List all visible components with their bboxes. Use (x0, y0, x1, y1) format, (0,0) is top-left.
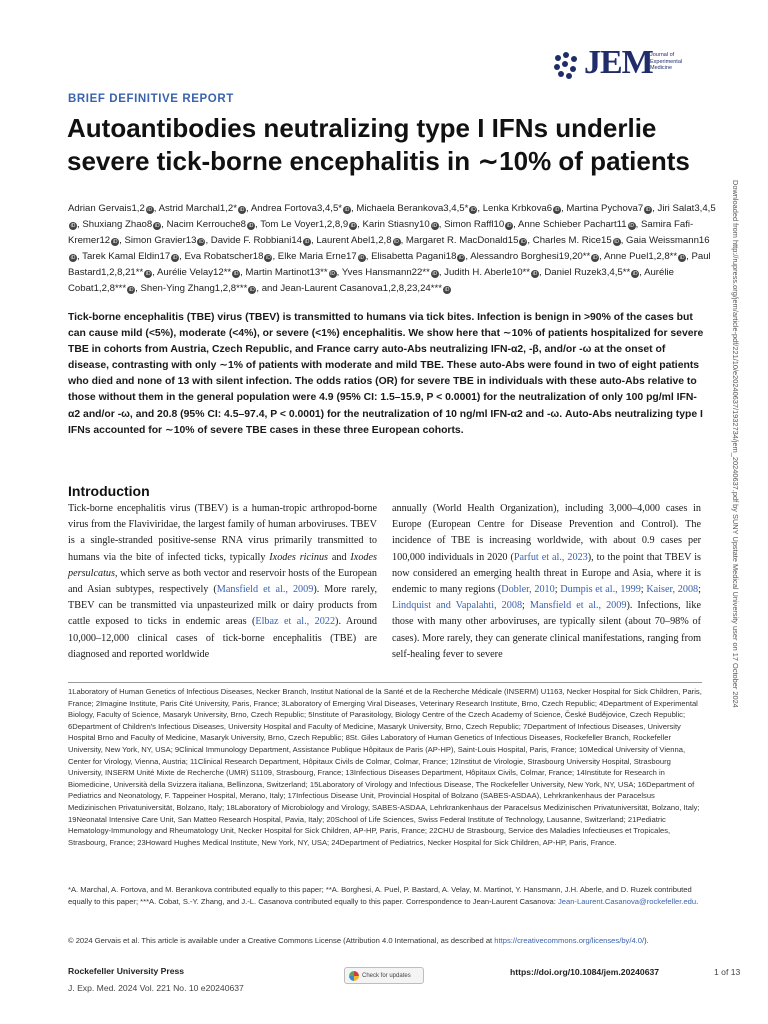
license-link[interactable]: https://creativecommons.org/licenses/by/4.0/ (494, 936, 645, 945)
citation-link[interactable]: Dobler, 2010 (501, 584, 555, 596)
orcid-icon[interactable]: iD (70, 255, 76, 262)
text: ), to the point that TBEV is now considered an emerging health threat in Europe and Asia, where it is endemic to many regions ( (392, 551, 701, 596)
orcid-icon[interactable]: iD (249, 287, 255, 294)
doi-link[interactable]: https://doi.org/10.1084/jem.20240637 (510, 967, 660, 977)
author-name: Martina Pychova7 (566, 203, 644, 214)
intro-column-right (392, 501, 701, 663)
orcid-icon[interactable]: iD (147, 207, 153, 213)
article-title: Autoantibodies neutralizing type I IFNs underlie severe tick-borne encephalitis in ∼10% of patients (67, 113, 690, 176)
orcid-icon[interactable]: iD (233, 271, 239, 278)
orcid-icon[interactable]: iD (199, 239, 204, 246)
check-for-updates-button[interactable] (344, 967, 424, 984)
author-name: Gaia Weissmann16 (626, 235, 710, 247)
author-name: Simon Raffl10 (444, 219, 505, 231)
author-name: Simon Gravier13 (124, 235, 197, 247)
author-name: Aurélie Velay12** (157, 267, 232, 279)
author-name: Margaret R. MacDonald15 (405, 235, 519, 247)
orcid-icon[interactable]: iD (432, 223, 438, 230)
journal-citation: J. Exp. Med. 2024 Vol. 221 No. 10 e20240637 (68, 983, 244, 993)
text: and (328, 551, 351, 563)
orcid-icon[interactable]: iD (470, 207, 476, 213)
species-name: Ixodes persulcatus (68, 551, 377, 579)
author-name: Anne Puel1,2,8** (604, 251, 678, 263)
orcid-icon[interactable]: iD (444, 287, 450, 294)
author-name: Charles M. Rice15 (532, 235, 612, 247)
orcid-icon[interactable]: iD (506, 223, 512, 230)
journal-logo (552, 46, 702, 82)
orcid-icon[interactable]: iD (172, 255, 178, 262)
author-name: Laurent Abel1,2,8 (316, 235, 392, 247)
species-name: Ixodes ricinus (269, 551, 329, 563)
author-name: Karin Stiasny10 (362, 219, 430, 231)
author-name: Astrid Marchal1,2* (158, 203, 237, 214)
author-name: Shuxiang Zhao8 (82, 219, 153, 231)
text: ; (698, 584, 701, 596)
author-name: Daniel Ruzek3,4,5** (544, 267, 631, 279)
orcid-icon[interactable]: iD (532, 271, 538, 278)
text: ; (554, 584, 561, 596)
license-notice (68, 935, 704, 947)
orcid-icon[interactable]: iD (645, 207, 651, 213)
author-name: Davide F. Robbiani14 (210, 235, 302, 247)
orcid-icon[interactable]: iD (344, 207, 350, 213)
jem-dots-icon (552, 50, 582, 80)
author-name: Tarek Kamal Eldin17 (82, 251, 171, 263)
text: annually (World Health Organization), including 3,000–4,000 cases in Europe (European Centre for Disease Prevention and Control). The incidence of TBE is increasing worldwide, with about 0.9 cases per 100,000 individuals in 2020 ( (392, 503, 701, 563)
article-type: BRIEF DEFINITIVE REPORT (68, 93, 234, 105)
orcid-icon[interactable]: iD (432, 271, 438, 278)
author-name: Yves Hansmann22** (341, 267, 430, 279)
orcid-icon[interactable]: iD (248, 223, 254, 230)
text: ). Infections, like those with many other arboviruses, are typically silent (about 70–98% of cases). More rarely, they can generate clinical manifestations, ranging from self-healing fever to severe (392, 600, 701, 660)
text: ; (640, 584, 647, 596)
affiliations-footnote: 1Laboratory of Human Genetics of Infectious Diseases, Necker Branch, Institut National de la Santé et de la Recherche Médicale (INSERM) U1163, Necker Hospital for Sick Children, Paris, France; 2Imagine Institute, Paris Cité University, Paris, France; 3Laboratory of Emerging Viral Diseases, Veterinary Research Institute, Brno, Czech Republic; 4Department of Experimental Biology, Faculty of Science, Masaryk University, Brno, Czech Republic; 5Institute of Parasitology, Biology Centre of the Czech Academy of Science, České Budějovice, Czech Republic; 6Department of Children's Infectious Diseases, University Hospital and Faculty of Medicine, Masaryk University, Brno, Czech Republic; 7Department of Infectious Diseases, University Hospital Brno and Faculty of Medicine, Masaryk University, Brno, Czech Republic; 8St. Giles Laboratory of Human Genetics of Infectious Diseases, Rockefeller Branch, Rockefeller University, New York, NY, USA; 9Clinical Immunology Department, Assistance Publique Hôpitaux de Paris (AP-HP), Saint-Louis Hospital, Paris, France; 10Medical University of Vienna, Center for Virology, Vienna, Austria; 11Clinical Research Department, Hôpitaux Civils de Colmar, Colmar, France; 12Institut de Virologie, Strasbourg University Hospital, Strasbourg University, INSERM Unité Mixte de Recherche (UMR) S1109, Strasbourg, France; 13Infectious Diseases Department, Hôpitaux Civils, Colmar, France; 14Institute for Research in Biomedicine, Università della Svizzera italiana, Bellinzona, Switzerland; 15Laboratory of Virology and Infectious Disease, The Rockefeller University, New York, NY, USA; 16Department of Pediatrics and Neonatology, F. Tappeiner Hospital, Merano, Italy; 17Infectious Disease Unit, Provincial Hospital of Bolzano (SABES-ASDAA), Lehrkrankenhaus der Paracelsus Medizinischen Privatuniversität, Bolzano, Italy; 18Laboratory of Microbiology and Virology, SABES-ASDAA, Lehrkrankenhaus der Paracelsus Medizinischen Privatuniversität, Bolzano, Italy; 19Neonatal Intensive Care Unit, San Matteo Research Hospital, Pavia, Italy; 20School of Life Sciences, Swiss Federal Institute of Technology, Lausanne, Switzerland; 21Pediatric Hematology-Immunology and Rheumatology Unit, Necker Hospital for Sick Children, AP-HP, Paris, France; 22CHU de Strasbourg, Service des Maladies Infectieuses et Tropicales, Strasbourg, France; 23Howard Hughes Medical Institute, New York, NY, USA; 24Department of Pediatrics, Necker Hospital for Sick Children, AP-HP, Paris, France. (68, 687, 702, 847)
citation-link[interactable]: Parfut et al., 2023 (513, 551, 588, 563)
download-watermark-text: Downloaded from http://rupress.org/jem/article-pdf/221/10/e20240637/1932734/jem_20240637.pdf by SUNY Upstate Medical University user on 17 October 2024 (731, 180, 740, 708)
orcid-icon[interactable]: iD (70, 223, 76, 230)
orcid-icon[interactable]: iD (304, 239, 310, 246)
orcid-icon[interactable]: iD (554, 207, 560, 213)
orcid-icon[interactable]: iD (614, 239, 620, 246)
author-name: Lenka Krbkova6 (482, 203, 553, 214)
orcid-icon[interactable]: iD (239, 207, 245, 213)
logo-subtitle: Journal of Experimental Medicine (650, 52, 683, 71)
orcid-icon[interactable]: iD (350, 223, 356, 230)
orcid-icon[interactable]: iD (629, 223, 634, 230)
author-name: Tom Le Voyer1,2,8,9 (260, 219, 349, 231)
check-for-updates-label: Check for updates (362, 972, 411, 979)
author-name: Anne Schieber Pachart11 (517, 219, 627, 231)
author-name: Elisabetta Pagani18 (371, 251, 457, 263)
download-watermark (731, 180, 745, 820)
citation-link[interactable]: Elbaz et al., 2022 (255, 616, 336, 628)
author-name: and Jean-Laurent Casanova1,2,8,23,24*** (261, 283, 442, 295)
orcid-icon[interactable]: iD (592, 255, 598, 262)
correspondence-email-link[interactable]: Jean-Laurent.Casanova@rockefeller.edu (557, 896, 697, 906)
orcid-icon[interactable]: iD (679, 255, 685, 262)
citation-link[interactable]: Kaiser, 2008 (646, 584, 699, 596)
author-name: Samira Fafi-Kremer12 (68, 219, 694, 247)
publisher-name: Rockefeller University Press (68, 966, 185, 976)
author-name: Andrea Fortova3,4,5* (250, 203, 343, 214)
text: ; (522, 600, 530, 612)
text: ). Around 10,000–12,000 clinical cases of tick-borne encephalitis (TBE) are diagnosed and reported worldwide (68, 616, 377, 660)
author-name: Judith H. Aberle10** (444, 267, 531, 279)
license-text-end: ). (644, 936, 649, 945)
citation-link[interactable]: Dumpis et al., 1999 (560, 584, 641, 596)
orcid-icon[interactable]: iD (394, 239, 399, 246)
orcid-icon[interactable]: iD (632, 271, 638, 278)
orcid-icon[interactable]: iD (128, 287, 134, 294)
text: ). More rarely, TBEV can be transmitted via unpasteurized milk or dairy products from cattle exposed to ticks in endemic areas ( (68, 584, 377, 628)
orcid-icon[interactable]: iD (145, 271, 151, 278)
logo-wordmark: JEM (584, 44, 653, 81)
page-number: 1 of 13 (714, 967, 741, 977)
footnote-divider (68, 682, 702, 683)
author-list: Adrian Gervais1,2 iD , Astrid Marchal1,2* iD , Andrea Fortova3,4,5* iD , Michaela Berankova3,4,5* iD , Lenka Krbkova6 iD , Martina Pychova7 iD , Jiri Salat3,4,5iD , Shuxiang Zhao8 iD , Nacim Kerrouche8 iD , Tom Le Voyer1,2,8,9 iD , Karin Stiasny10 iD , Simon Raffl10 iD , Anne Schieber Pachart11 iD , Samira Fafi-Kremer12 iD , Simon Gravier13 iD , Davide F. Robbiani14 iD , Laurent Abel1,2,8 iD , Margaret R. MacDonald15 iD , Charles M. Rice15 iD , Gaia Weissmann16iD , Tarek Kamal Eldin17 iD , Eva Robatscher18 iD , Elke Maria Erne17 iD , Elisabetta Pagani18 iD , Alessandro Borghesi19,20** iD , Anne Puel1,2,8** iD , Paul Bastard1,2,8,21** iD , Aurélie Velay12** iD , Martin Martinot13** iD , Yves Hansmann22** iD , Judith H. Aberle10** iD , Daniel Ruzek3,4,5** iD , Aurélie Cobat1,2,8*** iD , Shen-Ying Zhang1,2,8*** iD , and Jean-Laurent Casanova1,2,8,23,24*** iD (68, 203, 716, 295)
orcid-icon[interactable]: iD (154, 223, 160, 230)
author-name: Elke Maria Erne17 (277, 251, 357, 263)
author-name: Eva Robatscher18 (184, 251, 264, 263)
orcid-icon[interactable]: iD (521, 239, 526, 246)
citation-link[interactable]: Lindquist and Vapalahti, 2008 (392, 600, 523, 612)
license-text: © 2024 Gervais et al. This article is available under a Creative Commons License (Attribution 4.0 International, as described at (68, 936, 495, 945)
equal-contribution-footnote: *A. Marchal, A. Fortova, and M. Berankova contributed equally to this paper; **A. Borghesi, A. Puel, P. Bastard, A. Velay, M. Martinot, Y. Hansmann, J.H. Aberle, and D. Ruzek contributed equally to this paper; ***A. Cobat, S.-Y. Zhang, and J.-L. Casanova contributed equally to this paper. Correspondence to Jean-Laurent Casanova: Jean-Laurent.Casanova@rockefeller.edu. (68, 885, 699, 906)
author-name: Nacim Kerrouche8 (166, 219, 247, 231)
text: Tick-borne encephalitis virus (TBEV) is a human-tropic arthropod-borne virus from the Flaviviridae, the largest family of human arboviruses. TBEV is a single-stranded positive-sense RNA virus primarily transmitted to humans via the bite of infected ticks, typically (68, 503, 377, 563)
author-name: Martin Martinot13** (245, 267, 328, 279)
author-name: Paul Bastard1,2,8,21** (68, 251, 711, 279)
author-name: Jiri Salat3,4,5 (657, 203, 716, 214)
author-name: Aurélie Cobat1,2,8*** (68, 267, 674, 295)
citation-link[interactable]: Mansfield et al., 2009 (216, 584, 314, 596)
author-name: Adrian Gervais1,2 (68, 203, 145, 214)
author-name: Alessandro Borghesi19,20** (470, 251, 591, 263)
crossmark-icon (349, 971, 359, 981)
author-name: Michaela Berankova3,4,5* (356, 203, 469, 214)
author-name: Shen-Ying Zhang1,2,8*** (140, 283, 248, 295)
orcid-icon[interactable]: iD (459, 255, 464, 262)
orcid-icon[interactable]: iD (266, 255, 271, 262)
orcid-icon[interactable]: iD (359, 255, 365, 262)
citation-link[interactable]: Mansfield et al., 2009 (529, 600, 627, 612)
footnote-text: *A. Marchal, A. Fortova, and M. Berankova contributed equally to this paper; **A. Borghesi, A. Puel, P. Bastard, A. Velay, M. Martinot, Y. Hansmann, J.H. Aberle, and D. Ruzek contributed equally to this paper; ***A. Cobat, S.-Y. Zhang, and J.-L. Casanova contributed equally to this paper. Correspondence to Jean-Laurent Casanova: (68, 885, 692, 906)
text: , which serve as both vector and reservoir hosts of the European and Asian subtypes, respectively ( (68, 567, 377, 596)
intro-column-left (68, 501, 377, 663)
abstract: Tick-borne encephalitis (TBE) virus (TBEV) is transmitted to humans via tick bites. Infection is benign in >90% of the cases but can cause mild (<5%), moderate (<4%), or severe (<1%) encephalitis. We show here that ∼10% of patients hospitalized for severe TBE in cohorts from Austria, Czech Republic, and France carry auto-Abs neutralizing IFN-α2, -β, and/or -ω at the onset of disease, contrasting with only ∼1% of patients with moderate and mild TBE. These auto-Abs were found in two of eight patients who died and none of 13 with silent infection. The odds ratios (OR) for severe TBE in individuals with these auto-Abs relative to those without them in the general population were 4.9 (95% CI: 1.5–15.9, P < 0.0001) for the neutralization of only 100 pg/ml IFN-α2 and/or -ω, and 20.8 (95% CI: 4.5–97.4, P < 0.0001) for the neutralization of 10 ng/ml IFN-α2 and -ω. Auto-Abs neutralizing type I IFNs accounted for ∼10% of severe TBE cases in these three European cohorts. (68, 312, 704, 436)
orcid-icon[interactable]: iD (112, 239, 118, 246)
orcid-icon[interactable]: iD (330, 271, 335, 278)
section-heading-introduction: Introduction (68, 483, 150, 499)
